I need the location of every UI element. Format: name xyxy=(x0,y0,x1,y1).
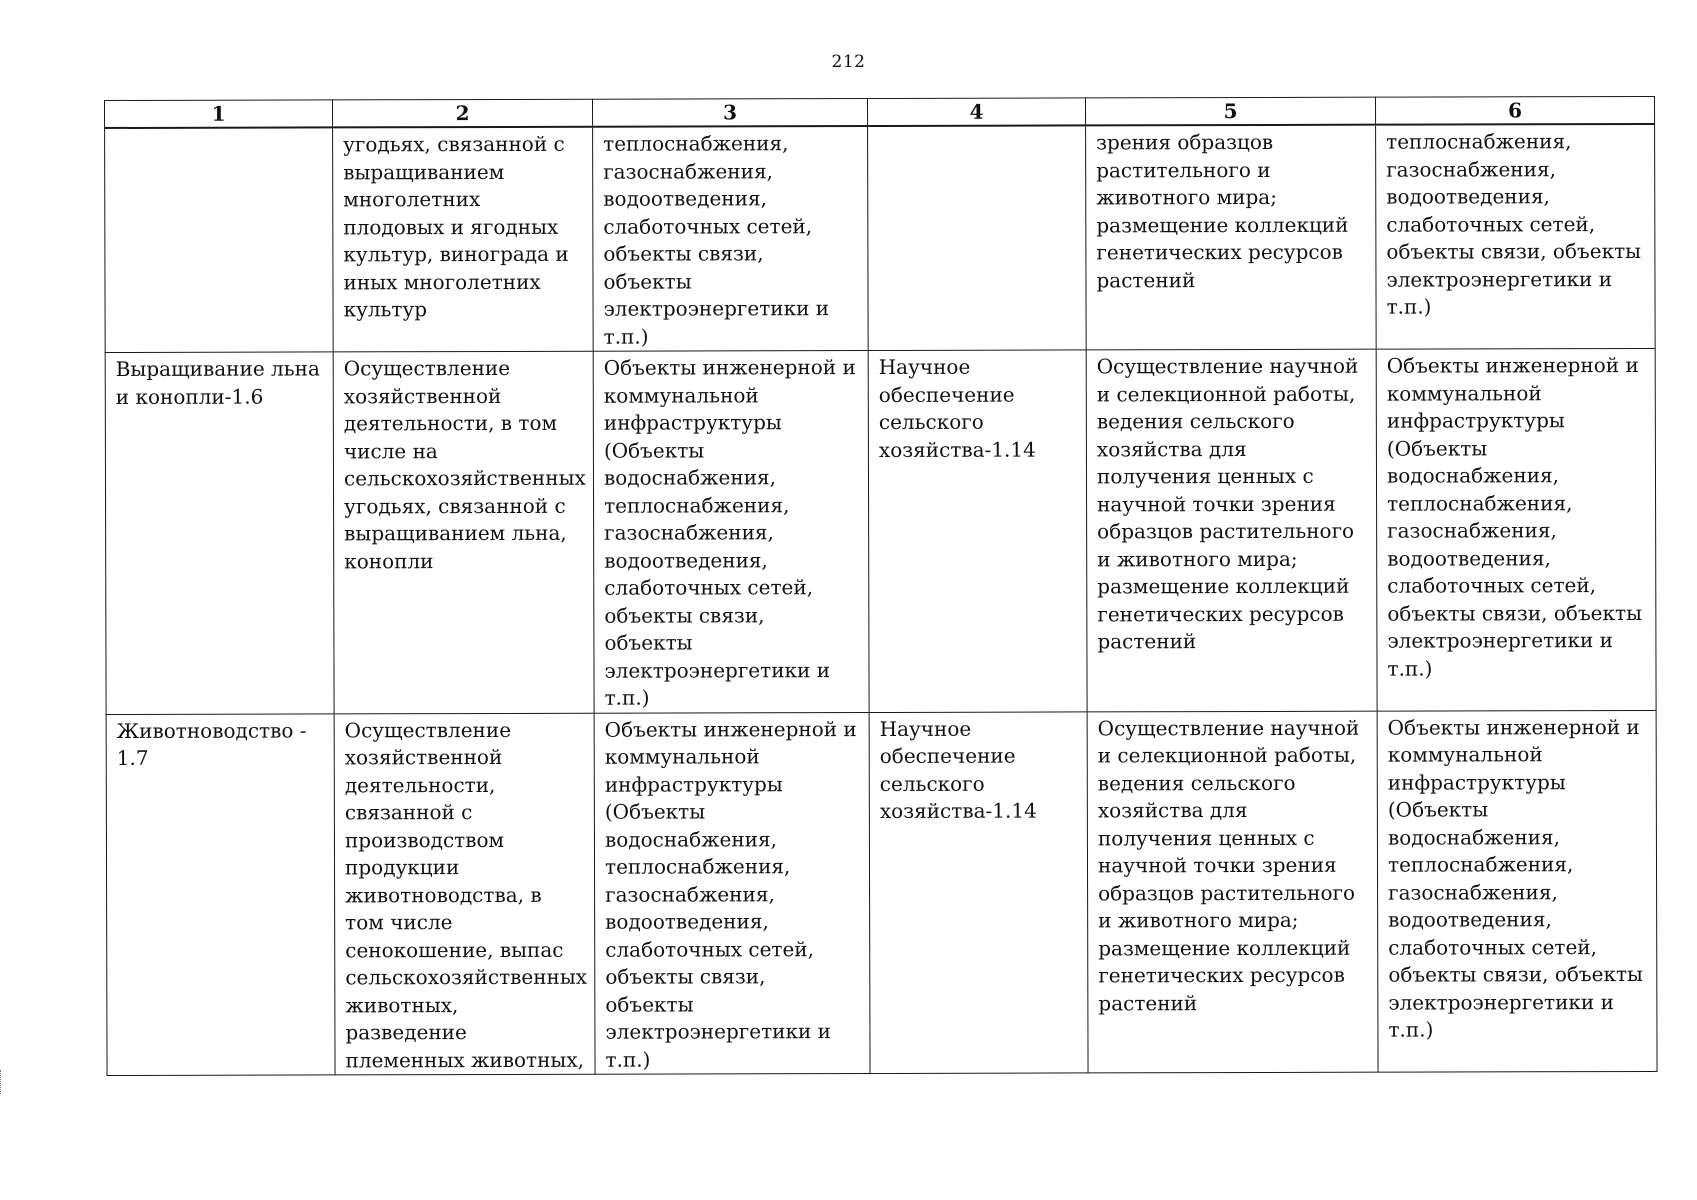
table-cell: Животноводство - 1.7 xyxy=(106,713,335,1075)
table-cell xyxy=(868,125,1087,350)
header-cell: 2 xyxy=(333,99,593,127)
scan-edge-mark xyxy=(0,1070,5,1094)
header-cell: 4 xyxy=(867,98,1085,126)
table-cell xyxy=(105,127,334,352)
table-row xyxy=(105,348,1656,714)
table-cell: зрения образцов растительного и животного мира; размещение коллекций генетических ресурсов растений xyxy=(1086,125,1377,350)
table-cell: Осуществление научной и селекционной работы, ведения сельского хозяйства для получения ценных с научной точки зрения образцов растительного и животного мира; размещение коллекций генетических ресурсов растений xyxy=(1087,711,1378,1073)
table-cell: теплоснабжения, газоснабжения, водоотведения, слаботочных сетей, объекты связи, объекты электроэнергетики и т.п.) xyxy=(593,126,869,351)
header-cell: 3 xyxy=(592,99,867,127)
header-cell: 6 xyxy=(1375,96,1654,124)
page-number: 212 xyxy=(831,52,866,72)
table-cell: угодьях, связанной с выращиванием многолетних плодовых и ягодных культур, винограда и иных многолетних культур xyxy=(333,127,594,352)
table-cell: Объекты инженерной и коммунальной инфраструктуры (Объекты водоснабжения, теплоснабжения, газоснабжения, водоотведения, слаботочных сетей, объекты связи, объекты электроэнергетики и т.п.) xyxy=(1377,710,1657,1072)
table-cell: Выращивание льна и конопли-1.6 xyxy=(105,352,334,714)
table-cell: Объекты инженерной и коммунальной инфраструктуры (Объекты водоснабжения, теплоснабжения, газоснабжения, водоотведения, слаботочных сетей, объекты связи, объекты электроэнергетики и т.п.) xyxy=(593,351,869,713)
table-cell: Научное обеспечение сельского хозяйства-1.14 xyxy=(868,350,1087,712)
table-row xyxy=(105,124,1656,353)
header-cell: 1 xyxy=(105,100,333,128)
table-cell: Объекты инженерной и коммунальной инфраструктуры (Объекты водоснабжения, теплоснабжения, газоснабжения, водоотведения, слаботочных сетей, объекты связи, объекты электроэнергетики и т.п.) xyxy=(1376,348,1656,710)
header-cell: 5 xyxy=(1085,97,1375,125)
table-header-row xyxy=(105,96,1655,128)
table-cell: Осуществление хозяйственной деятельности, в том числе на сельскохозяйственных угодьях, связанной с выращиванием льна, конопли xyxy=(333,351,594,713)
table-cell: Объекты инженерной и коммунальной инфраструктуры (Объекты водоснабжения, теплоснабжения, газоснабжения, водоотведения, слаботочных сетей, объекты связи, объекты электроэнергетики и т.п.) xyxy=(594,712,870,1074)
table-cell: Научное обеспечение сельского хозяйства-1.14 xyxy=(869,711,1088,1073)
table-cell: теплоснабжения, газоснабжения, водоотведения, слаботочных сетей, объекты связи, объекты электроэнергетики и т.п.) xyxy=(1376,124,1656,349)
table-cell: Осуществление научной и селекционной работы, ведения сельского хозяйства для получения ценных с научной точки зрения образцов растительного и животного мира; размещение коллекций генетических ресурсов растений xyxy=(1086,349,1377,711)
table-cell: Осуществление хозяйственной деятельности, связанной с производством продукции животноводства, в том числе сенокошение, выпас сельскохозяйственных животных, разведение племенных животных, xyxy=(334,713,595,1075)
table-row xyxy=(106,710,1657,1076)
land-use-table xyxy=(104,96,1658,1076)
